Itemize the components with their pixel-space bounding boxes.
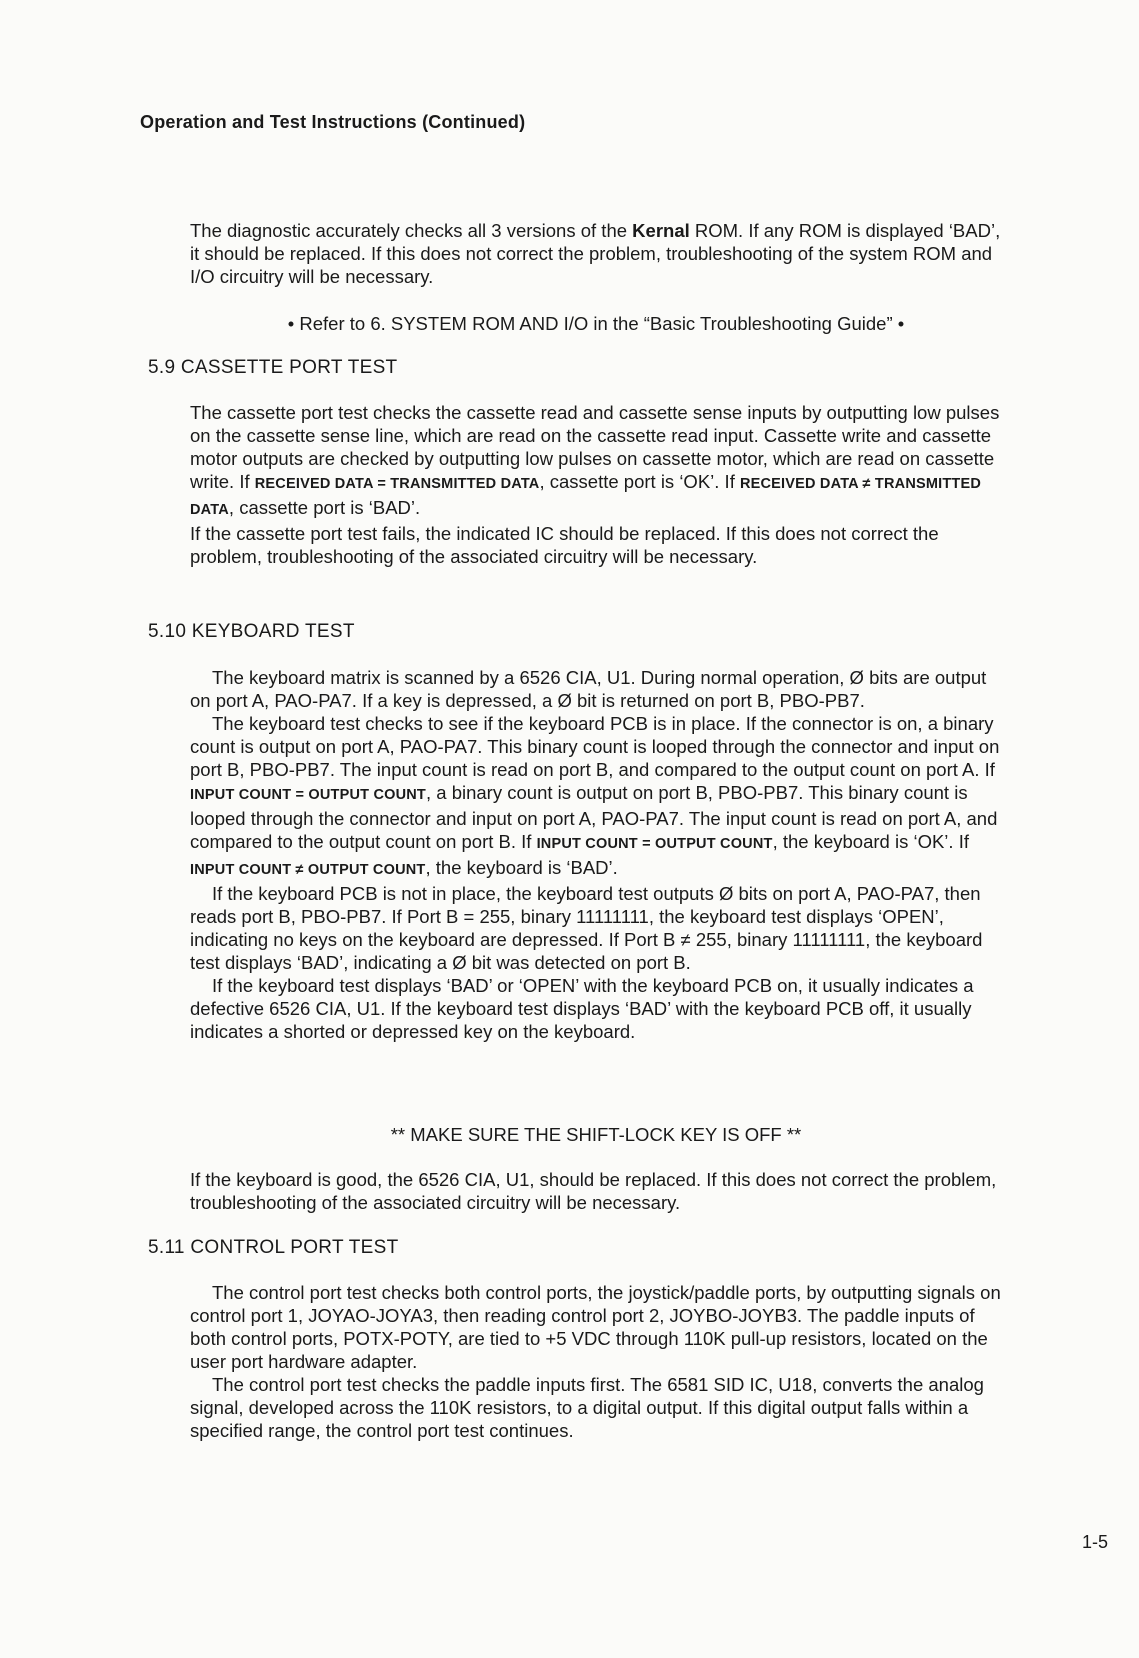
paragraph: The diagnostic accurately checks all 3 versions of the Kernal ROM. If any ROM is displayed ‘BAD’, it should be replaced. If this does not correct the problem, troubleshooting of the system ROM and I/O circuitry will be necessary. bbox=[190, 220, 1001, 287]
keyboard-text bbox=[190, 666, 1002, 1043]
paragraph: The control port test checks the paddle inputs first. The 6581 SID IC, U18, converts the analog signal, developed across the 110K resistors, to a digital output. If this digital output falls within a specified range, the control port test continues. bbox=[190, 1374, 984, 1441]
section-heading-5-11: 5.11 CONTROL PORT TEST bbox=[148, 1237, 399, 1258]
rom-paragraph bbox=[190, 219, 1002, 288]
paragraph: The keyboard test checks to see if the keyboard PCB is in place. If the connector is on, a binary count is output on port A, PAO-PA7. This binary count is looped through the connector and input on port B, PBO-PB7. The input count is read on port B, and compared to the output count on port A. If INPUT COUNT = OUTPUT COUNT, a binary count is output on port B, PBO-PB7. This binary count is looped through the connector and input on port A, PAO-PA7. The input count is read on port A, and compared to the output count on port B. If INPUT COUNT = OUTPUT COUNT, the keyboard is ‘OK’. If INPUT COUNT ≠ OUTPUT COUNT, the keyboard is ‘BAD’. bbox=[190, 713, 1000, 878]
paragraph: The keyboard matrix is scanned by a 6526 CIA, U1. During normal operation, Ø bits are output on port A, PAO-PA7. If a key is depressed, a Ø bit is returned on port B, PBO-PB7. bbox=[190, 667, 987, 711]
keyboard-replace-text bbox=[190, 1168, 1002, 1214]
refer-note: • Refer to 6. SYSTEM ROM AND I/O in the “Basic Troubleshooting Guide” • bbox=[287, 313, 905, 334]
paragraph: If the keyboard PCB is not in place, the keyboard test outputs Ø bits on port A, PAO-PA7, then reads port B, PBO-PB7. If Port B = 255, binary 11111111, the keyboard test displays ‘OPEN’, indicating no keys on the keyboard are depressed. If Port B ≠ 255, binary 11111111, the keyboard test displays ‘BAD’, indicating a Ø bit was detected on port B. bbox=[190, 883, 983, 973]
kernal-term: Kernal bbox=[632, 220, 690, 241]
section-heading-5-10: 5.10 KEYBOARD TEST bbox=[148, 621, 355, 642]
section-heading-5-9: 5.9 CASSETTE PORT TEST bbox=[148, 357, 398, 378]
paragraph: If the keyboard is good, the 6526 CIA, U1, should be replaced. If this does not correct the problem, troubleshooting of the associated circuitry will be necessary. bbox=[190, 1169, 997, 1213]
paragraph: If the cassette port test fails, the indicated IC should be replaced. If this does not correct the problem, troubleshooting of the associated circuitry will be necessary. bbox=[190, 523, 939, 567]
control-port-text bbox=[190, 1281, 1002, 1442]
paragraph: The cassette port test checks the cassette read and cassette sense inputs by outputting low pulses on the cassette sense line, which are read on the cassette read input. Cassette write and cassette motor outputs are checked by outputting low pulses on cassette motor, which are read on cassette write. If RECEIVED DATA = TRANSMITTED DATA, cassette port is ‘OK’. If RECEIVED DATA ≠ TRANSMITTED DATA, cassette port is ‘BAD’. bbox=[190, 402, 1000, 518]
paragraph: The control port test checks both control ports, the joystick/paddle ports, by outputting signals on control port 1, JOYAO-JOYA3, then reading control port 2, JOYBO-JOYB3. The paddle inputs of both control ports, POTX-POTY, are tied to +5 VDC through 110K pull-up resistors, located on the user port hardware adapter. bbox=[190, 1282, 1001, 1372]
shift-lock-warning: ** MAKE SURE THE SHIFT-LOCK KEY IS OFF ** bbox=[390, 1124, 802, 1145]
page-number: 1-5 bbox=[1082, 1532, 1109, 1552]
paragraph: If the keyboard test displays ‘BAD’ or ‘OPEN’ with the keyboard PCB on, it usually indicates a defective 6526 CIA, U1. If the keyboard test displays ‘BAD’ with the keyboard PCB off, it usually indicates a shorted or depressed key on the keyboard. bbox=[190, 975, 974, 1042]
cassette-text bbox=[190, 401, 1002, 568]
page-header: Operation and Test Instructions (Continued) bbox=[140, 112, 526, 132]
